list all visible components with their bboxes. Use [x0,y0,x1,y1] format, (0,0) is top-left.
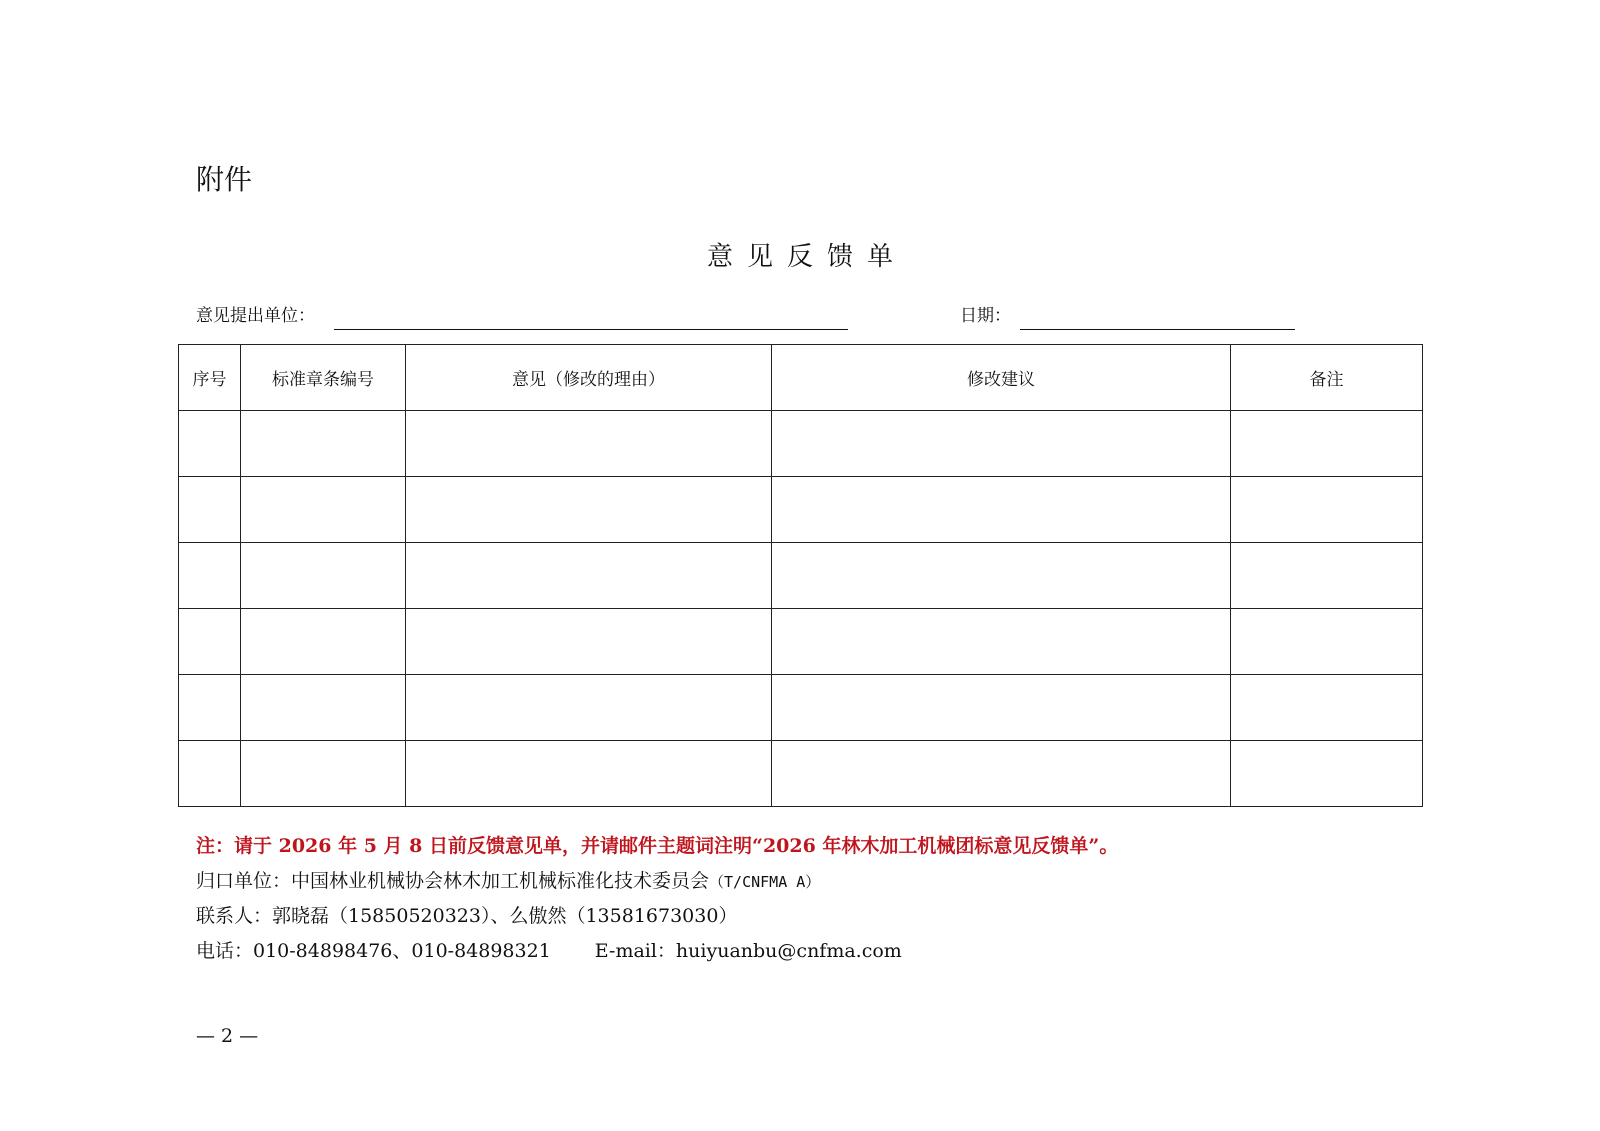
attachment-label: 附件 [196,163,253,196]
responsible-unit-code: （T/CNFMA A） [709,873,821,891]
header-suggestion: 修改建议 [772,345,1231,411]
table-row [179,411,1423,477]
header-clause-number: 标准章条编号 [241,345,406,411]
cell-remarks[interactable] [1231,543,1423,609]
page-number: — 2 — [196,1025,259,1047]
cell-suggestion[interactable] [772,477,1231,543]
contacts: 联系人：郭晓磊（15850520323）、么傲然（13581673030） [196,905,738,927]
cell-remarks[interactable] [1231,675,1423,741]
email[interactable]: E-mail：huiyuanbu@cnfma.com [594,940,902,962]
cell-serial[interactable] [179,411,241,477]
cell-serial[interactable] [179,609,241,675]
responsible-unit-line [196,867,820,896]
header-opinion: 意见（修改的理由） [406,345,772,411]
cell-serial[interactable] [179,741,241,807]
cell-clause-number[interactable] [241,741,406,807]
contact-line [196,937,902,965]
unit-label: 意见提出单位： [196,306,315,326]
cell-remarks[interactable] [1231,477,1423,543]
table-header-row [179,345,1423,411]
feedback-table [178,344,1423,807]
table-row [179,477,1423,543]
cell-serial[interactable] [179,675,241,741]
cell-clause-number[interactable] [241,411,406,477]
cell-remarks[interactable] [1231,411,1423,477]
table-row [179,741,1423,807]
cell-suggestion[interactable] [772,543,1231,609]
cell-clause-number[interactable] [241,609,406,675]
header-remarks: 备注 [1231,345,1423,411]
cell-clause-number[interactable] [241,477,406,543]
table-row [179,609,1423,675]
cell-remarks[interactable] [1231,609,1423,675]
cell-clause-number[interactable] [241,543,406,609]
cell-opinion[interactable] [406,543,772,609]
cell-suggestion[interactable] [772,609,1231,675]
deadline-note: 注：请于 2026 年 5 月 8 日前反馈意见单，并请邮件主题词注明“2026 年林木加工机械团标意见反馈单”。 [196,835,1119,857]
cell-serial[interactable] [179,543,241,609]
cell-suggestion[interactable] [772,411,1231,477]
table-row [179,543,1423,609]
cell-remarks[interactable] [1231,741,1423,807]
date-label: 日期： [960,306,1011,326]
cell-serial[interactable] [179,477,241,543]
date-input-line[interactable] [1020,329,1295,330]
phone: 电话：010-84898476、010-84898321 [196,940,551,962]
unit-input-line[interactable] [334,329,848,330]
header-serial: 序号 [179,345,241,411]
cell-opinion[interactable] [406,675,772,741]
cell-opinion[interactable] [406,477,772,543]
cell-opinion[interactable] [406,411,772,477]
cell-suggestion[interactable] [772,741,1231,807]
cell-suggestion[interactable] [772,675,1231,741]
cell-opinion[interactable] [406,609,772,675]
cell-opinion[interactable] [406,741,772,807]
cell-clause-number[interactable] [241,675,406,741]
responsible-unit: 归口单位：中国林业机械协会林木加工机械标准化技术委员会 [196,870,710,892]
form-title: 意见反馈单 [706,242,907,272]
table-row [179,675,1423,741]
